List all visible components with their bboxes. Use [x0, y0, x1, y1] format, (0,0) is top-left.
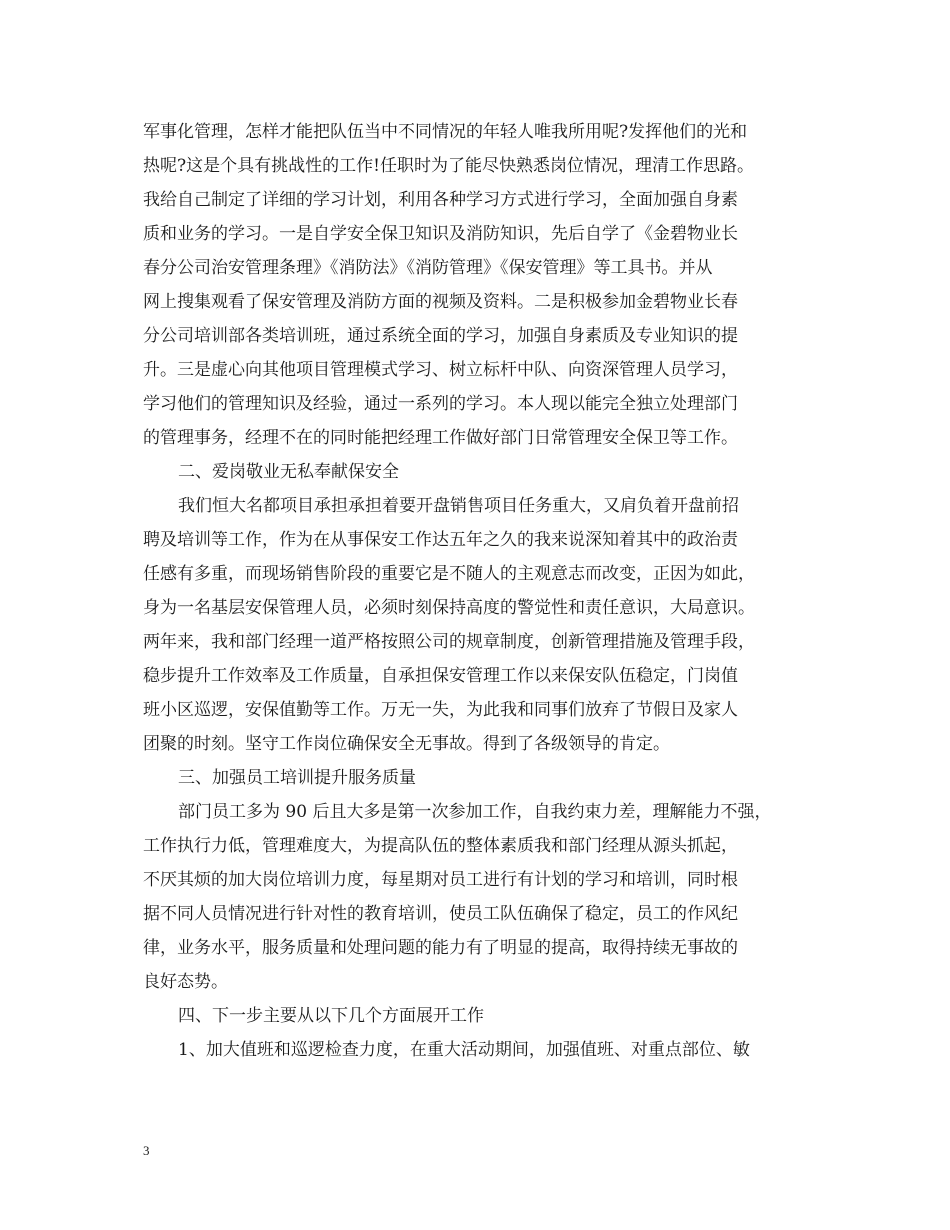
text-line: 四、下一步主要从以下几个方面展开工作: [178, 1006, 484, 1026]
text-line: 质和业务的学习。一是自学安全保卫知识及消防知识，先后自学了《金碧物业长: [143, 224, 738, 244]
text-line: 部门员工多为 90 后且大多是第一次参加工作，自我约束力差，理解能力不强，: [178, 802, 772, 822]
text-line: 网上搜集观看了保安管理及消防方面的视频及资料。二是积极参加金碧物业长春: [143, 292, 738, 312]
document-body: [143, 115, 833, 1067]
text-line: 春分公司治安管理条理》《消防法》《消防管理》《保安管理》等工具书。并从: [143, 258, 713, 278]
text-line: 1、加大值班和巡逻检查力度，在重大活动期间，加强值班、对重点部位、敏: [178, 1040, 750, 1060]
text-line: 身为一名基层安保管理人员，必须时刻保持高度的警觉性和责任意识，大局意识。: [143, 598, 755, 618]
text-line: 我给自己制定了详细的学习计划，利用各种学习方式进行学习，全面加强自身素: [143, 190, 738, 210]
text-line: 律，业务水平，服务质量和处理问题的能力有了明显的提高，取得持续无事故的: [143, 938, 738, 958]
text-line: 聘及培训等工作，作为在从事保安工作达五年之久的我来说深知着其中的政治责: [143, 530, 738, 550]
text-line: 热呢?这是个具有挑战性的工作!任职时为了能尽快熟悉岗位情况，理清工作思路。: [143, 156, 754, 176]
text-line: 两年来，我和部门经理一道严格按照公司的规章制度，创新管理措施及管理手段，: [143, 632, 755, 652]
text-line: 良好态势。: [143, 972, 228, 992]
text-line: 班小区巡逻，安保值勤等工作。万无一失，为此我和同事们放弃了节假日及家人: [143, 700, 738, 720]
text-line: 我们恒大名都项目承担承担着要开盘销售项目任务重大，又肩负着开盘前招: [178, 496, 739, 516]
text-line: 不厌其烦的加大岗位培训力度，每星期对员工进行有计划的学习和培训，同时根: [143, 870, 738, 890]
text-line: 团聚的时刻。坚守工作岗位确保安全无事故。得到了各级领导的肯定。: [143, 734, 670, 754]
text-line: 任感有多重，而现场销售阶段的重要它是不随人的主观意志而改变，正因为如此，: [143, 564, 755, 584]
page-number: 3: [143, 1143, 150, 1158]
text-line: 三、加强员工培训提升服务质量: [178, 768, 416, 788]
text-line: 工作执行力低，管理难度大，为提高队伍的整体素质我和部门经理从源头抓起，: [143, 836, 738, 856]
text-line: 分公司培训部各类培训班，通过系统全面的学习，加强自身素质及专业知识的提: [143, 326, 738, 346]
text-line: 的管理事务，经理不在的同时能把经理工作做好部门日常管理安全保卫等工作。: [143, 428, 738, 448]
text-line: 据不同人员情况进行针对性的教育培训，使员工队伍确保了稳定，员工的作风纪: [143, 904, 738, 924]
text-line: 升。三是虚心向其他项目管理模式学习、树立标杆中队、向资深管理人员学习，: [143, 360, 738, 380]
text-line: 稳步提升工作效率及工作质量，自承担保安管理工作以来保安队伍稳定，门岗值: [143, 666, 738, 686]
text-line: 军事化管理，怎样才能把队伍当中不同情况的年轻人唯我所用呢?发挥他们的光和: [143, 122, 748, 142]
text-line: 学习他们的管理知识及经验，通过一系列的学习。本人现以能完全独立处理部门: [143, 394, 738, 414]
text-line: 二、爱岗敬业无私奉献保安全: [178, 462, 399, 482]
